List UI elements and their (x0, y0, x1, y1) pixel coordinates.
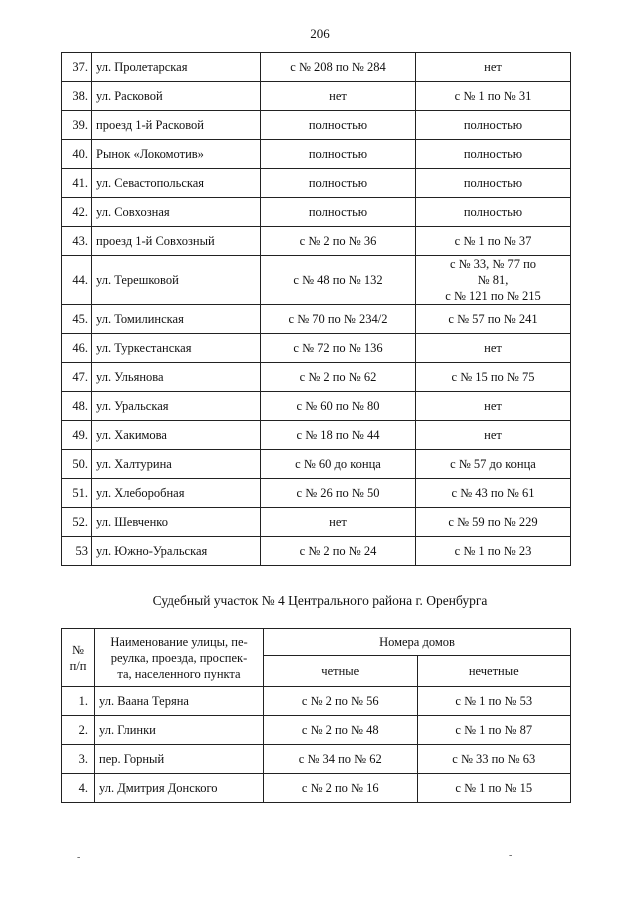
row-number: 39. (62, 111, 92, 140)
odd-houses: с № 1 по № 87 (417, 716, 571, 745)
even-houses: с № 2 по № 48 (264, 716, 418, 745)
table-row (62, 305, 571, 334)
even-houses: с № 60 по № 80 (261, 392, 416, 421)
street-name: ул. Севастопольская (92, 169, 261, 198)
street-name: ул. Ульянова (92, 363, 261, 392)
row-number: 44. (62, 256, 92, 305)
odd-houses: с № 43 по № 61 (416, 479, 571, 508)
even-houses: с № 2 по № 24 (261, 537, 416, 566)
even-houses: полностью (261, 198, 416, 227)
table-row (62, 421, 571, 450)
row-number: 45. (62, 305, 92, 334)
street-name: ул. Расковой (92, 82, 261, 111)
street-name: ул. Совхозная (92, 198, 261, 227)
row-number: 52. (62, 508, 92, 537)
odd-houses: с № 1 по № 23 (416, 537, 571, 566)
odd-houses: с № 59 по № 229 (416, 508, 571, 537)
table-row (62, 82, 571, 111)
even-houses: с № 60 до конца (261, 450, 416, 479)
even-houses: с № 2 по № 16 (264, 774, 418, 803)
odd-houses: нет (416, 392, 571, 421)
scan-mark: - (77, 852, 81, 863)
odd-houses: с № 1 по № 37 (416, 227, 571, 256)
odd-houses: нет (416, 421, 571, 450)
table-row (62, 450, 571, 479)
header-street-name: Наименование улицы, пе- реулка, проезда, проспек- та, населенного пункта (95, 629, 264, 687)
header-odd: нечетные (417, 656, 571, 687)
street-name: ул. Шевченко (92, 508, 261, 537)
street-name: ул. Томилинская (92, 305, 261, 334)
row-number: 42. (62, 198, 92, 227)
table-row (62, 479, 571, 508)
even-houses: с № 72 по № 136 (261, 334, 416, 363)
row-number: 2. (62, 716, 95, 745)
row-number: 1. (62, 687, 95, 716)
row-number: 50. (62, 450, 92, 479)
even-houses: с № 26 по № 50 (261, 479, 416, 508)
even-houses: с № 2 по № 56 (264, 687, 418, 716)
odd-houses: с № 33, № 77 по № 81, с № 121 по № 215 (416, 256, 571, 305)
table-row (62, 53, 571, 82)
odd-houses: нет (416, 53, 571, 82)
table-row (62, 716, 571, 745)
table-row (62, 256, 571, 305)
table-row (62, 537, 571, 566)
even-houses: полностью (261, 140, 416, 169)
table-row (62, 198, 571, 227)
row-number: 43. (62, 227, 92, 256)
table-row (62, 745, 571, 774)
even-houses: полностью (261, 169, 416, 198)
row-number: 3. (62, 745, 95, 774)
street-name: пер. Горный (95, 745, 264, 774)
street-name: ул. Терешковой (92, 256, 261, 305)
street-name: ул. Дмитрия Донского (95, 774, 264, 803)
odd-houses: полностью (416, 169, 571, 198)
street-name: ул. Ваана Теряна (95, 687, 264, 716)
street-name: проезд 1-й Совхозный (92, 227, 261, 256)
odd-houses: с № 57 до конца (416, 450, 571, 479)
page-number: 206 (310, 26, 330, 41)
even-houses: с № 2 по № 62 (261, 363, 416, 392)
odd-houses: полностью (416, 140, 571, 169)
even-houses: с № 18 по № 44 (261, 421, 416, 450)
odd-houses: нет (416, 334, 571, 363)
row-number: 37. (62, 53, 92, 82)
row-number: 46. (62, 334, 92, 363)
odd-houses: с № 15 по № 75 (416, 363, 571, 392)
even-houses: с № 2 по № 36 (261, 227, 416, 256)
odd-houses: с № 1 по № 15 (417, 774, 571, 803)
section-heading: Судебный участок № 4 Центрального района г. Оренбурга (152, 593, 488, 608)
row-number: 49. (62, 421, 92, 450)
row-number: 48. (62, 392, 92, 421)
odd-houses: с № 1 по № 53 (417, 687, 571, 716)
row-number: 41. (62, 169, 92, 198)
street-name: ул. Хакимова (92, 421, 261, 450)
street-name: ул. Пролетарская (92, 53, 261, 82)
street-name: ул. Халтурина (92, 450, 261, 479)
row-number: 38. (62, 82, 92, 111)
street-name: ул. Южно-Уральская (92, 537, 261, 566)
table-row (62, 227, 571, 256)
odd-houses: с № 57 по № 241 (416, 305, 571, 334)
odd-houses: с № 33 по № 63 (417, 745, 571, 774)
row-number: 47. (62, 363, 92, 392)
even-houses: с № 208 по № 284 (261, 53, 416, 82)
table-row (62, 363, 571, 392)
street-name: ул. Глинки (95, 716, 264, 745)
scan-mark: - (509, 850, 513, 861)
odd-houses: полностью (416, 198, 571, 227)
street-name: ул. Уральская (92, 392, 261, 421)
even-houses: нет (261, 508, 416, 537)
header-even: четные (264, 656, 418, 687)
districts-table-continued (61, 52, 571, 566)
table-row (62, 774, 571, 803)
row-number: 4. (62, 774, 95, 803)
even-houses: нет (261, 82, 416, 111)
odd-houses: с № 1 по № 31 (416, 82, 571, 111)
even-houses: с № 34 по № 62 (264, 745, 418, 774)
row-number: 51. (62, 479, 92, 508)
district-4-table (61, 628, 571, 803)
header-number: № п/п (62, 629, 95, 687)
header-house-numbers: Номера домов (264, 629, 571, 656)
street-name: ул. Туркестанская (92, 334, 261, 363)
even-houses: с № 70 по № 234/2 (261, 305, 416, 334)
table-row (62, 392, 571, 421)
table-row (62, 334, 571, 363)
table-row (62, 687, 571, 716)
row-number: 53 (62, 537, 92, 566)
even-houses: полностью (261, 111, 416, 140)
row-number: 40. (62, 140, 92, 169)
table-row (62, 508, 571, 537)
table-row (62, 111, 571, 140)
table-row (62, 169, 571, 198)
street-name: Рынок «Локомотив» (92, 140, 261, 169)
odd-houses: полностью (416, 111, 571, 140)
even-houses: с № 48 по № 132 (261, 256, 416, 305)
street-name: проезд 1-й Расковой (92, 111, 261, 140)
street-name: ул. Хлеборобная (92, 479, 261, 508)
table-row (62, 140, 571, 169)
